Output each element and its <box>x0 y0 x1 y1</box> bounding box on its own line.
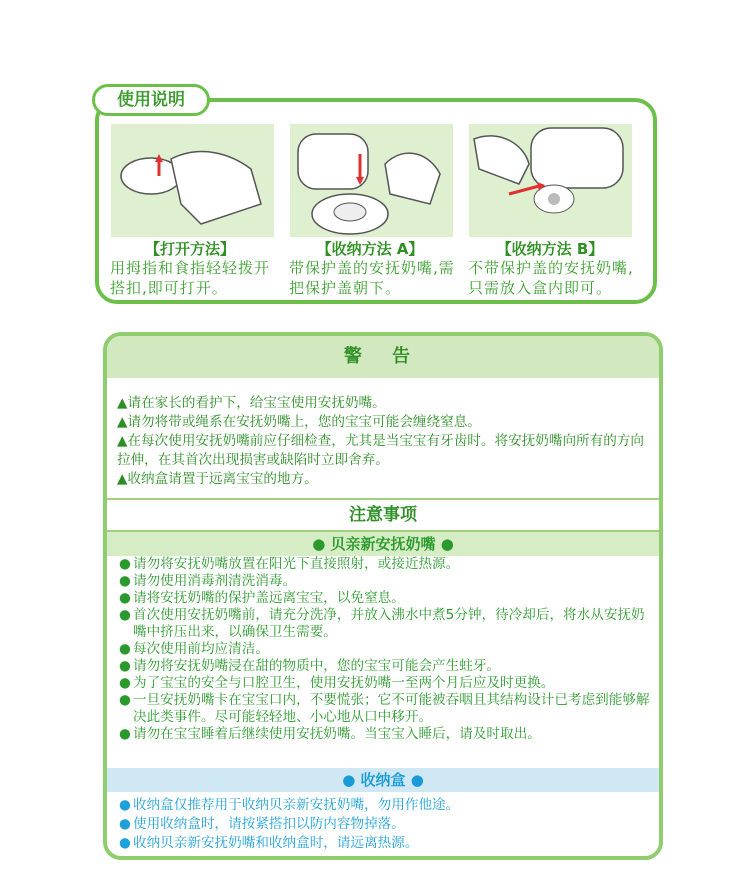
pacifier-section-title: ● 贝亲新安抚奶嘴 ● <box>107 532 659 556</box>
list-item: ● 使用收纳盒时，请按紧搭扣以防内容物掉落。 <box>119 816 405 832</box>
warning-item: ▲请勿将带或绳系在安抚奶嘴上，您的宝宝可能会缠绕窒息。 <box>117 414 481 430</box>
list-item: ● 请勿使用消毒剂清洗消毒。 <box>119 573 297 589</box>
list-item: ● 首次使用安抚奶嘴前，请充分洗净，并放入沸水中煮5分钟，待冷却后，将水从安抚奶嘴中挤压出来，以确保卫生需要。 <box>119 607 645 640</box>
step-2-desc: 带保护盖的安抚奶嘴,需把保护盖朝下。 <box>289 259 455 297</box>
list-item: ● 为了宝宝的安全与口腔卫生，使用安抚奶嘴一至两个月后应及时更换。 <box>119 675 555 691</box>
step-3-title: 【收纳方法 B】 <box>496 240 604 258</box>
step-store-a-illustration <box>290 124 453 237</box>
step-2-title: 【收纳方法 A】 <box>316 240 424 258</box>
pacifier-notice-list <box>119 556 653 743</box>
usage-title: 使用说明 <box>92 84 210 116</box>
list-item: ● 一旦安抚奶嘴卡在宝宝口内，不要慌张；它不可能被吞咽且其结构设计已考虑到能够解决此类事件。尽可能轻轻地、小心地从口中移开。 <box>119 692 650 725</box>
storage-box-notice-list <box>119 796 653 853</box>
warning-item: ▲在每次使用安抚奶嘴前应仔细检查，尤其是当宝宝有牙齿时。将安抚奶嘴向所有的方向拉伸，在其首次出现损害或缺陷时立即舍弃。 <box>117 433 645 468</box>
step-3-desc: 不带保护盖的安抚奶嘴,只需放入盒内即可。 <box>468 259 634 297</box>
list-item: ● 请勿将安抚奶嘴浸在甜的物质中，您的宝宝可能会产生蛀牙。 <box>119 658 501 674</box>
warning-title: 警 告 <box>107 336 659 378</box>
notice-title: 注意事项 <box>349 505 417 525</box>
step-1-desc: 用拇指和食指轻轻拨开搭扣,即可打开。 <box>110 259 271 297</box>
list-item: ● 请将安抚奶嘴的保护盖远离宝宝，以免窒息。 <box>119 590 405 606</box>
list-item: ● 请勿将安抚奶嘴放置在阳光下直接照射，或接近热源。 <box>119 556 460 572</box>
warning-panel <box>103 332 663 860</box>
list-item: ● 请勿在宝宝睡着后继续使用安抚奶嘴。当宝宝入睡后，请及时取出。 <box>119 726 541 742</box>
list-item: ● 收纳贝亲新安抚奶嘴和收纳盒时，请远离热源。 <box>119 835 419 851</box>
list-item: ● 收纳盒仅推荐用于收纳贝亲新安抚奶嘴，勿用作他途。 <box>119 797 460 813</box>
step-store-b-illustration <box>469 124 632 237</box>
step-1-title: 【打开方法】 <box>144 240 235 258</box>
storage-box-section-title: ● 收纳盒 ● <box>107 768 659 792</box>
step-open-illustration <box>111 124 274 237</box>
warning-item: ▲收纳盒请置于远离宝宝的地方。 <box>117 471 318 487</box>
warning-list <box>117 394 653 489</box>
list-item: ● 每次使用前均应清洁。 <box>119 641 269 657</box>
warning-item: ▲请在家长的看护下，给宝宝使用安抚奶嘴。 <box>117 395 386 411</box>
